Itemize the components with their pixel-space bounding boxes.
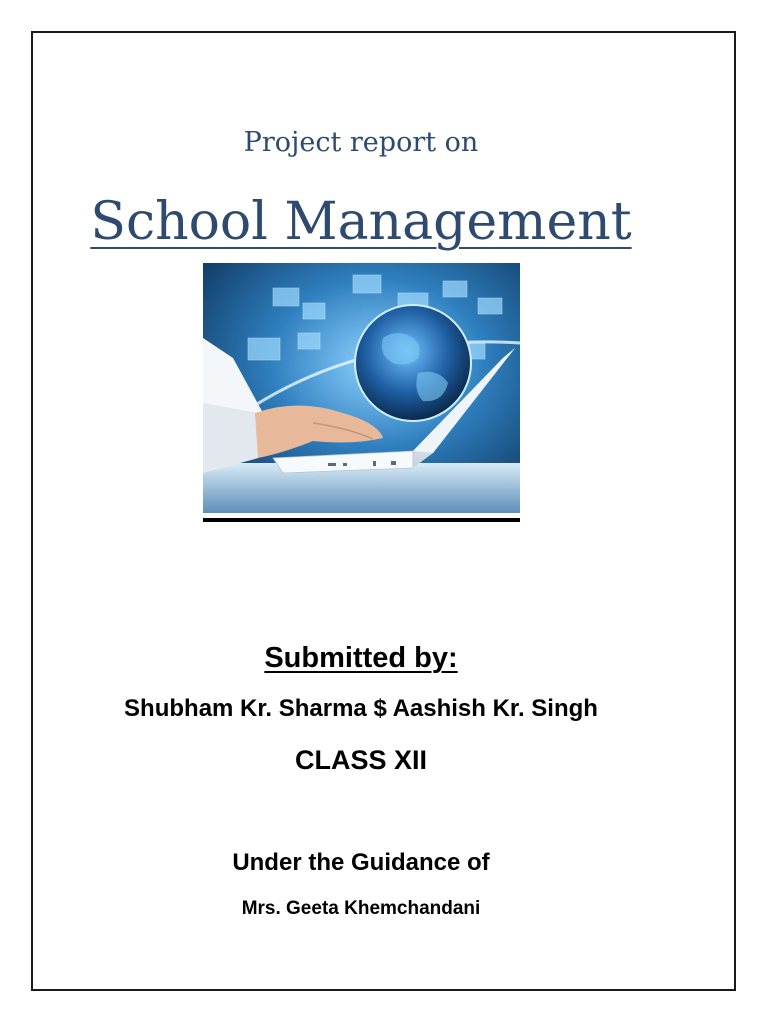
class-label: CLASS XII <box>294 745 428 775</box>
pre-title: Project report on <box>243 127 479 158</box>
image-divider <box>203 518 520 522</box>
page-title-text: School Management <box>90 192 632 252</box>
cover-image <box>203 263 520 513</box>
submitted-heading <box>0 642 722 675</box>
page-title <box>0 192 722 252</box>
guide-name: Mrs. Geeta Khemchandani <box>241 898 481 919</box>
laptop-globe-illustration <box>203 263 520 513</box>
submitted-heading-text: Submitted by: <box>264 642 458 674</box>
authors: Shubham Kr. Sharma $ Aashish Kr. Singh <box>124 695 598 722</box>
guidance-heading: Under the Guidance of <box>232 849 490 876</box>
